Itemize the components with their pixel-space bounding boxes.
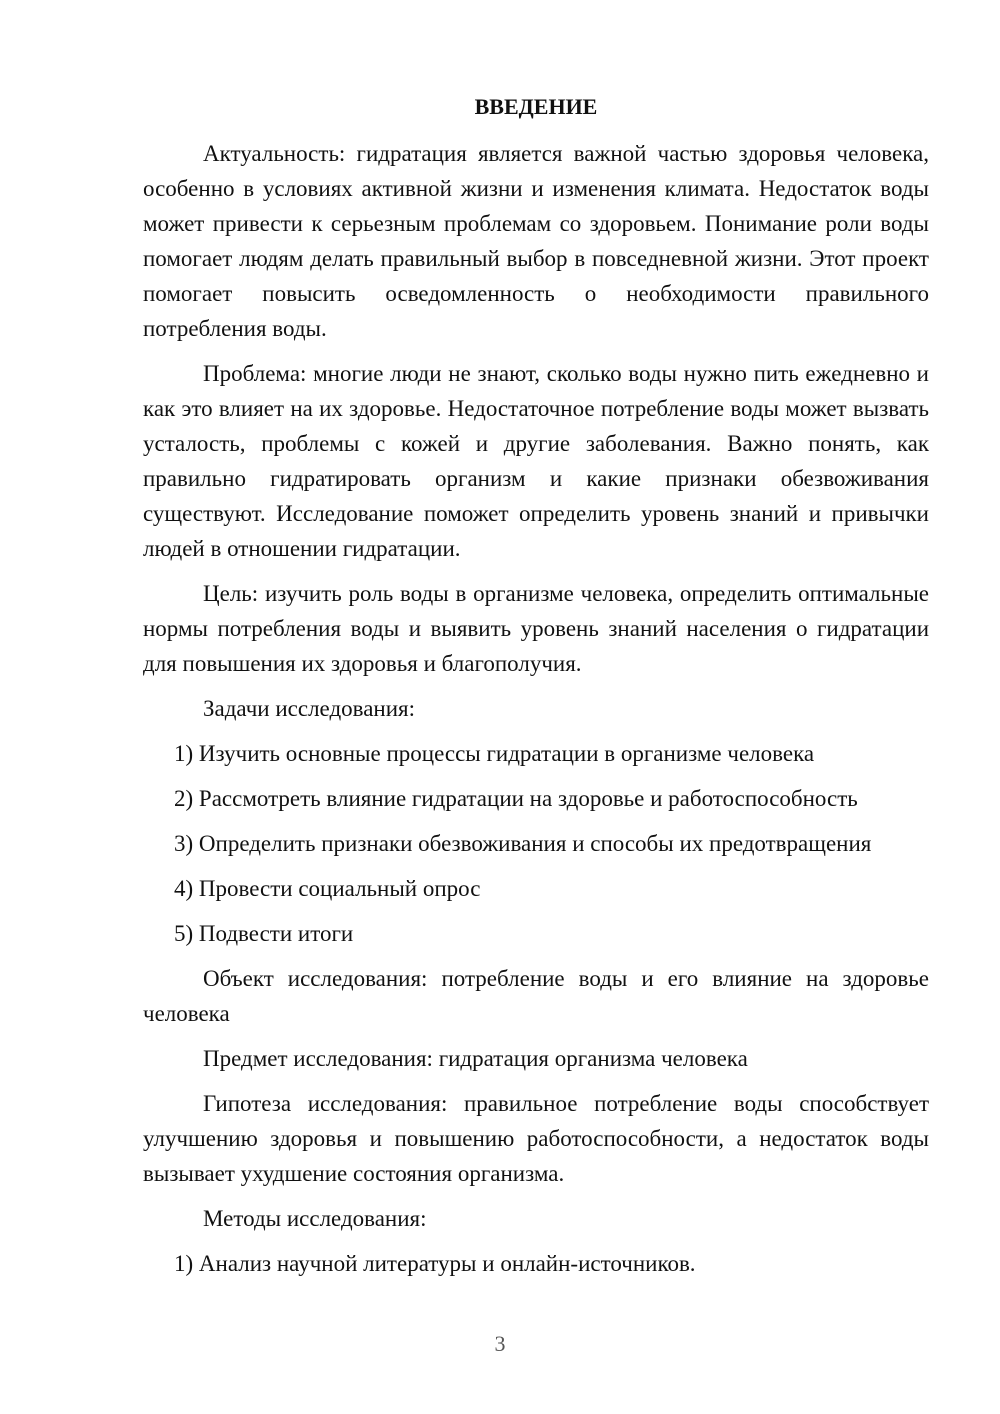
goal-paragraph: Цель: изучить роль воды в организме человека, определить оптимальные нормы потребления воды и выявить уровень знаний населения о гидратации для повышения их здоровья и благополучия.	[143, 581, 929, 676]
methods-list	[143, 1246, 929, 1281]
method-item: 1) Анализ научной литературы и онлайн-источников.	[174, 1251, 696, 1276]
subject-paragraph: Предмет исследования: гидратация организма человека	[203, 1046, 748, 1071]
problem-paragraph: Проблема: многие люди не знают, сколько воды нужно пить ежедневно и как это влияет на их здоровье. Недостаточное потребление воды может вызвать усталость, проблемы с кожей и другие заболевания. Важно понять, как правильно гидратировать организм и какие признаки обезвоживания существуют. Исследование поможет определить уровень знаний и привычки людей в отношении гидратации.	[143, 361, 929, 561]
task-item: 3) Определить признаки обезвоживания и способы их предотвращения	[174, 831, 872, 856]
task-item: 2) Рассмотреть влияние гидратации на здоровье и работоспособность	[174, 786, 858, 811]
object-paragraph: Объект исследования: потребление воды и его влияние на здоровье человека	[143, 966, 929, 1026]
tasks-list	[143, 736, 929, 951]
page-content	[143, 92, 929, 1291]
page-title: ВВЕДЕНИЕ	[474, 94, 598, 119]
page-number: 3	[494, 1331, 506, 1356]
relevance-paragraph: Актуальность: гидратация является важной частью здоровья человека, особенно в условиях активной жизни и изменения климата. Недостаток воды может привести к серьезным проблемам со здоровьем. Понимание роли воды помогает людям делать правильный выбор в повседневной жизни. Этот проект помогает повысить осведомленность о необходимости правильного потребления воды.	[143, 141, 929, 341]
tasks-heading: Задачи исследования:	[203, 696, 416, 721]
task-item: 5) Подвести итоги	[174, 921, 354, 946]
task-item: 1) Изучить основные процессы гидратации в организме человека	[174, 741, 815, 766]
hypothesis-paragraph: Гипотеза исследования: правильное потребление воды способствует улучшению здоровья и повышению работоспособности, а недостаток воды вызывает ухудшение состояния организма.	[143, 1091, 929, 1186]
task-item: 4) Провести социальный опрос	[174, 876, 481, 901]
methods-heading: Методы исследования:	[203, 1206, 427, 1231]
